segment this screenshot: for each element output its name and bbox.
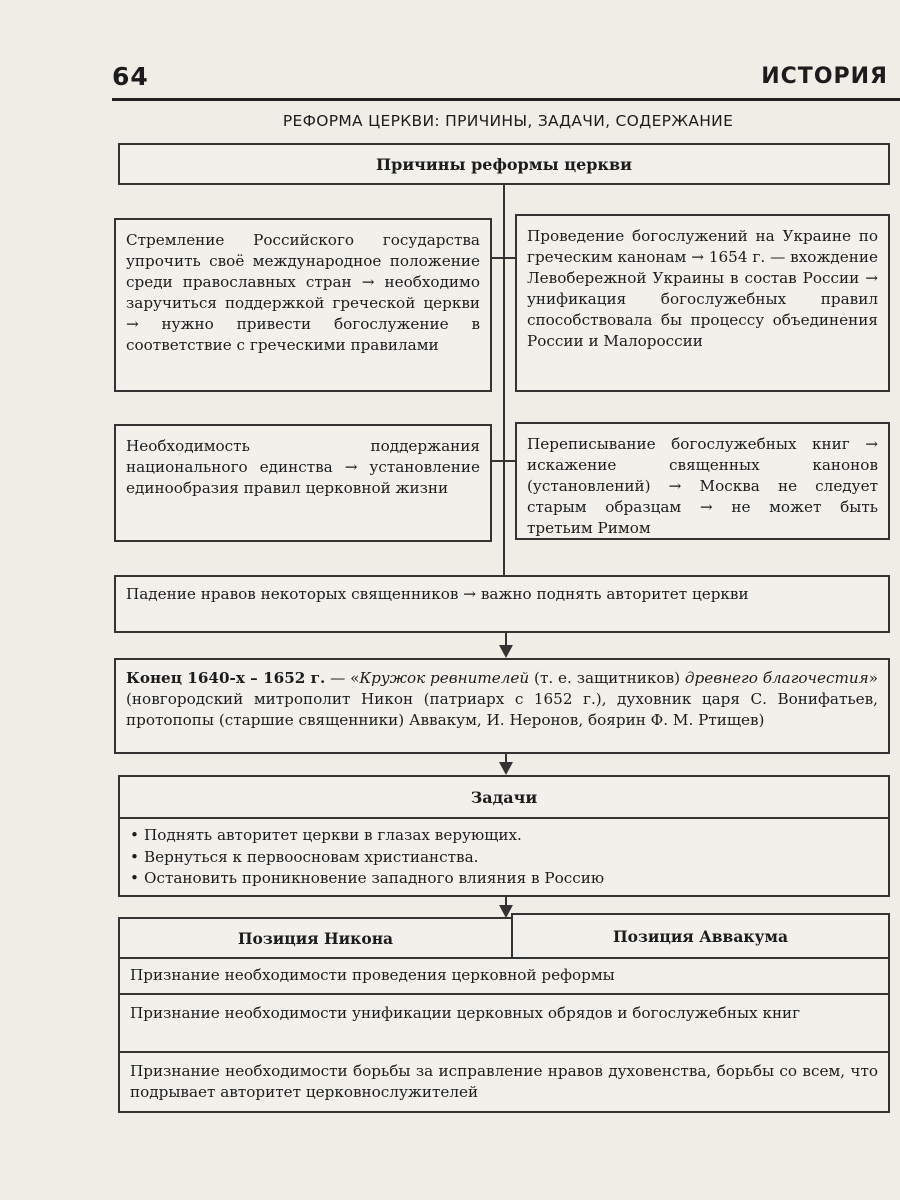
circle-members: (новгородский митрополит Никон (патриарх с 1652 г.), духовник царя С. Вонифатьев, протопопы (старшие священники) Аввакум, И. Неронов, боярин Ф. М. Ртищев) [126,690,878,729]
tasks-heading: Задачи [470,787,538,807]
task-text: Вернуться к первоосновам христианства. [144,847,479,866]
position-nikon-heading-cell [118,917,513,959]
bullet-icon: • [130,869,139,887]
task-item [130,847,878,869]
cause-box-3 [114,424,492,542]
position-row-1 [118,957,890,995]
position-row-text: Признание необходимости проведения церковной реформы [130,966,615,984]
position-row-3 [118,1051,890,1113]
circle-name-italic-1: Кружок ревнителей [359,669,530,687]
header-rule [112,98,900,101]
position-nikon-heading: Позиция Никона [237,928,394,948]
tasks-heading-box [118,775,890,819]
circle-name-plain: (т. е. защитников) [529,669,685,687]
tasks-box [118,817,890,897]
cause-text-5: Падение нравов некоторых священников → важно поднять авторитет церкви [126,585,749,603]
circle-text [116,660,888,731]
task-text: Поднять авторитет церкви в глазах верующих. [144,826,522,844]
causes-heading: Причины реформы церкви [376,154,632,174]
cause-box-1 [114,218,492,392]
task-text: Остановить проникновение западного влияния в Россию [144,869,605,887]
connector-line [490,460,517,462]
connector-line [503,185,505,630]
cause-text-1: Стремление Российского государства упрочить своё международное положение среди православных стран → необходимо заручиться поддержкой греческой церкви → нужно привести богослужение в соответствие с греческими правилами [126,231,480,354]
cause-text-3: Необходимость поддержания национального единства → установление единообразия правил церковной жизни [126,437,480,497]
circle-date: Конец 1640-х – 1652 г. [126,669,326,687]
cause-text-2: Проведение богослужений на Украине по греческим канонам → 1654 г. — вхождение Левобережной Украины в состав России → унификация богослужебных правил способствовала бы процессу объединения России и Малороссии [527,227,878,350]
section-title: РЕФОРМА ЦЕРКВИ: ПРИЧИНЫ, ЗАДАЧИ, СОДЕРЖАНИЕ [282,112,734,130]
cause-text-4: Переписывание богослужебных книг → искажение священных канонов (установлений) → Москва не следует старым образцам → не может быть третьим Римом [527,435,878,537]
circle-quote-open: « [350,669,360,687]
cause-box-2 [515,214,890,392]
position-row-text: Признание необходимости борьбы за исправление нравов духовенства, борьбы со всем, что подрывает авторитет церковнослужителей [130,1062,878,1101]
cause-box-4 [515,422,890,540]
cause-box-5 [114,575,890,633]
circle-name-italic-2: древнего благочестия [684,669,869,687]
circle-quote-close: » [868,669,879,687]
circle-dash: — [325,669,351,687]
connector-line [490,257,517,259]
running-title: ИСТОРИЯ [761,64,888,89]
task-item [130,825,878,847]
bullet-icon: • [130,847,139,866]
bullet-icon: • [130,826,139,844]
position-avvakum-heading: Позиция Аввакума [613,926,788,946]
page-number: 64 [112,62,149,91]
position-avvakum-heading-cell [511,913,890,959]
circle-box [114,658,890,754]
arrow-down-icon [499,645,513,658]
causes-heading-box [118,143,890,185]
arrow-down-icon [499,762,513,775]
tasks-list [120,819,888,890]
task-item [130,868,878,890]
position-row-text: Признание необходимости унификации церковных обрядов и богослужебных книг [130,1004,801,1022]
position-row-2 [118,993,890,1053]
